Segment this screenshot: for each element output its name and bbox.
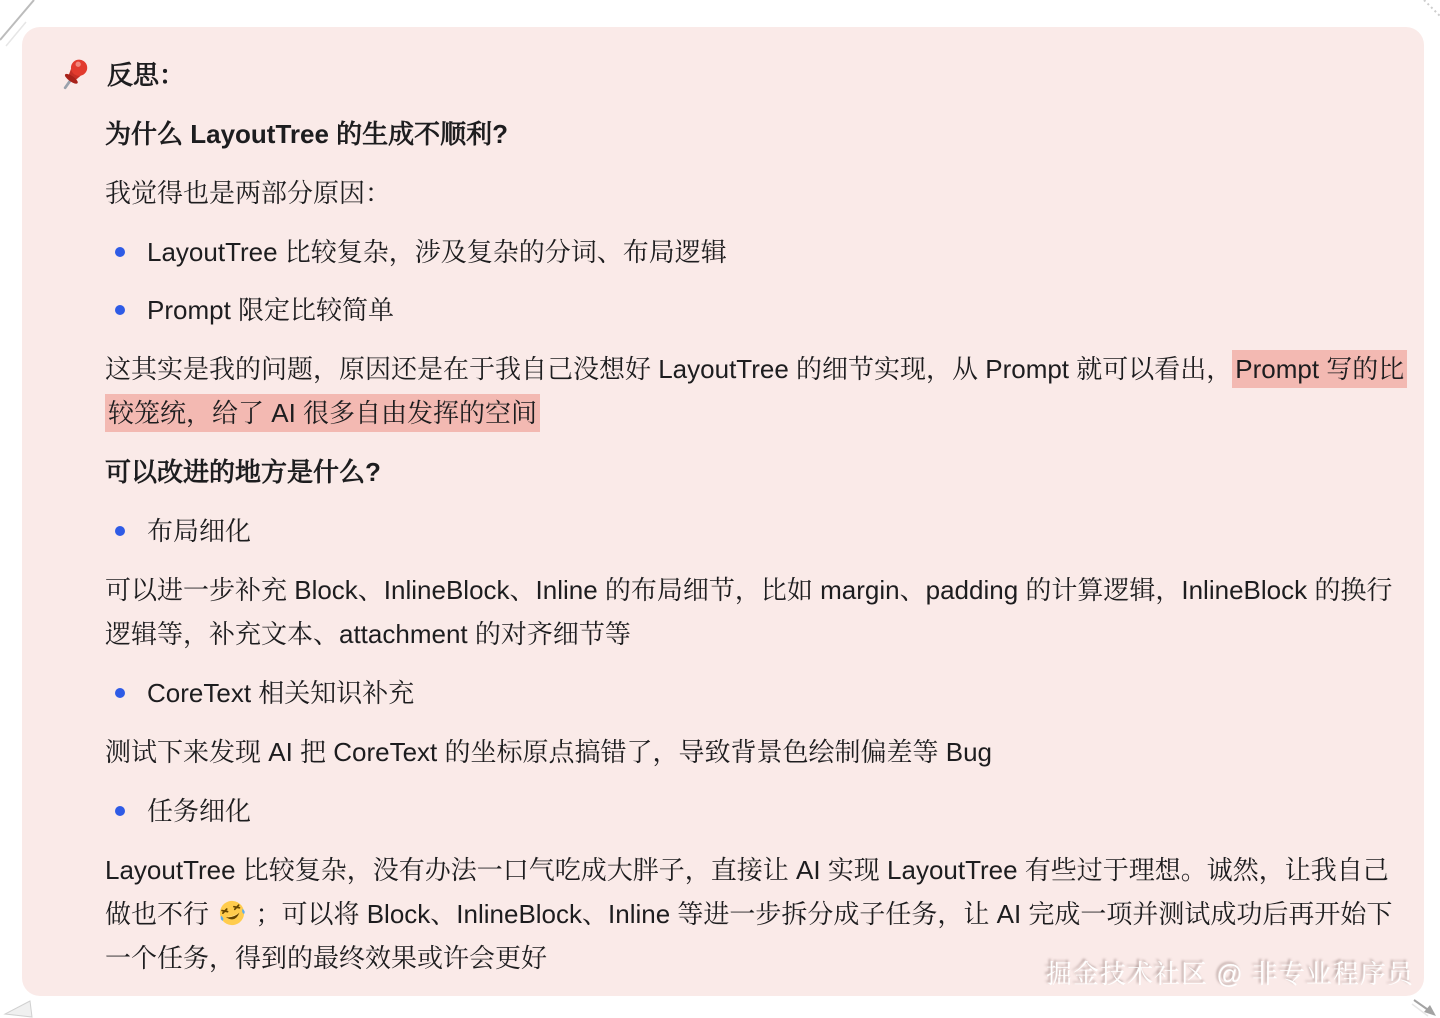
- paragraph: [105, 568, 1405, 656]
- bullet-dot-icon: [115, 806, 125, 816]
- bullet-item: [105, 509, 1405, 553]
- text-segment: 我觉得也是两部分原因：: [105, 178, 392, 208]
- paragraph: [105, 171, 1405, 215]
- bullet-label: LayoutTree 比较复杂，涉及复杂的分词、布局逻辑: [147, 237, 727, 267]
- bullet-label: 任务细化: [147, 796, 252, 826]
- watermark: 掘金技术社区 @ 非专业程序员: [1046, 959, 1414, 989]
- bullet-item: [105, 671, 1405, 715]
- bullet-label: 布局细化: [147, 516, 252, 546]
- bullet-dot-icon: [115, 305, 125, 315]
- bullet-label: Prompt 限定比较简单: [147, 295, 395, 325]
- bullet-dot-icon: [115, 688, 125, 698]
- note-card: [22, 27, 1424, 996]
- text-segment: LayoutTree 比较复杂，没有办法一口气吃成大胖子，直接让 AI 实现 LayoutTree 有些过于理想。诚然，让我自己做也不行: [105, 855, 1389, 929]
- bullet-item: [105, 789, 1405, 833]
- text-segment: 这其实是我的问题，原因还是在于我自己没想好 LayoutTree 的细节实现，从 Prompt 就可以看出，: [105, 354, 1233, 384]
- paragraph: [105, 347, 1405, 435]
- text-segment: 测试下来发现 AI 把 CoreText 的坐标原点搞错了，导致背景色绘制偏差等 Bug: [105, 737, 992, 767]
- text-segment: ；可以将 Block、InlineBlock、Inline 等进一步拆分成子任务，让 AI 完成一项并测试成功后再开始下一个任务，得到的最终效果或许会更好: [105, 899, 1393, 973]
- cursor-artifact-bottomleft-icon: [5, 1001, 32, 1017]
- heading: 为什么 LayoutTree 的生成不顺利?: [105, 119, 509, 149]
- note-content: [105, 53, 1405, 995]
- bullet-item: [105, 230, 1405, 274]
- paragraph: [105, 730, 1405, 774]
- heading: 可以改进的地方是什么?: [105, 457, 381, 487]
- title-row: [55, 53, 1405, 97]
- cursor-artifact-bottomright-icon: [1412, 1000, 1436, 1016]
- pushpin-icon: [55, 56, 93, 94]
- title-label: 反思：: [107, 60, 186, 90]
- text-segment: 可以进一步补充 Block、InlineBlock、Inline 的布局细节，比如 margin、padding 的计算逻辑，InlineBlock 的换行逻辑等，补充文本、attachment 的对齐细节等: [105, 575, 1393, 649]
- bullet-dot-icon: [115, 526, 125, 536]
- rofl-emoji: [217, 898, 247, 928]
- text-segment-highlighted: Prompt 写的比较笼统，给了 AI 很多自由发挥的空间: [105, 350, 1407, 432]
- crop-dots-topright-icon: [1424, 0, 1440, 16]
- bullet-dot-icon: [115, 247, 125, 257]
- bullet-item: [105, 288, 1405, 332]
- bullet-label: CoreText 相关知识补充: [147, 678, 415, 708]
